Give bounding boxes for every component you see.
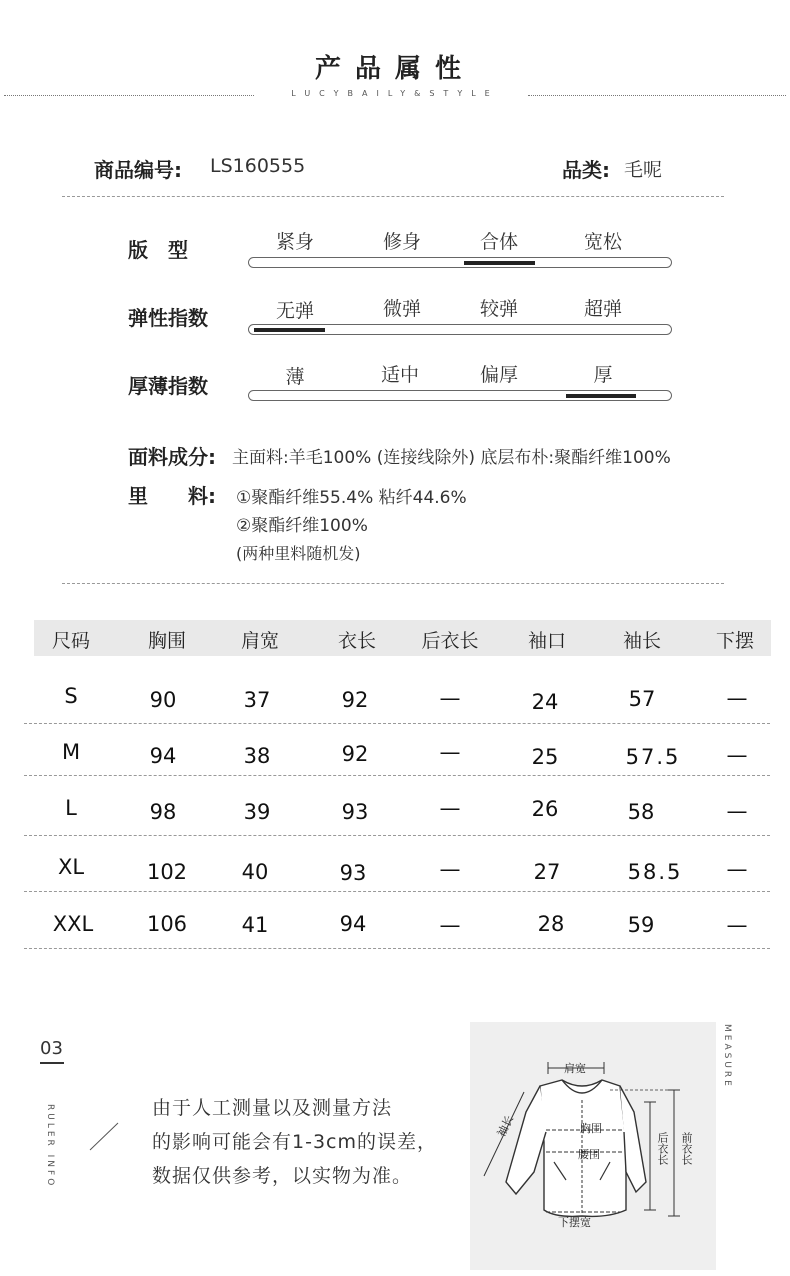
table-cell: — [439,686,461,710]
row-divider [24,775,770,776]
table-header-cell: 胸围 [147,630,186,652]
table-header-cell: 尺码 [51,630,90,652]
table-header-cell: 衣长 [337,630,376,652]
fit-option: 紧身 [275,231,314,253]
lining-note: (两种里料随机发) [236,544,361,563]
lining-value-1: ①聚酯纤维55.4% 粘纤44.6% [236,488,467,508]
thickness-option: 薄 [285,366,305,388]
table-cell: 28 [537,912,565,936]
table-cell: 41 [241,913,269,937]
product-code-value: LS160555 [210,155,306,177]
table-cell: XL [57,855,85,879]
fit-scale-indicator [464,261,535,265]
elasticity-option: 较弹 [479,298,518,320]
elasticity-label: 弹性指数 [128,306,208,330]
row-divider [24,835,770,836]
table-cell: 102 [146,860,188,884]
table-cell: — [439,740,461,764]
lining-value-2: ②聚酯纤维100% [236,516,368,536]
category-value: 毛呢 [624,159,663,181]
label-front-length: 前衣长 [680,1132,693,1165]
brand-subtitle: LUCYBAILY&STYLE [291,89,499,98]
row-divider [24,891,770,892]
thickness-option: 适中 [380,364,419,386]
ruler-info-label: RULER INFO [45,1104,55,1189]
table-cell: 57.5 [625,745,681,769]
slash-decoration [88,1120,122,1152]
table-cell: 24 [531,690,559,714]
page-title: 产品属性 [314,54,475,84]
table-cell: S [64,684,78,708]
table-cell: 25 [531,745,559,769]
table-cell: — [726,686,748,710]
fabric-label: 面料成分: [128,445,216,469]
measurement-diagram [470,1022,716,1270]
fabric-value: 主面料:羊毛100% (连接线除外) 底层布朴:聚酯纤维100% [232,448,671,468]
row-divider [24,948,770,949]
table-cell: — [439,913,461,937]
table-cell: 98 [149,800,177,824]
table-cell: 92 [341,742,369,766]
label-chest: 胸围 [580,1122,602,1135]
elasticity-option: 无弹 [275,300,314,322]
table-header-cell: 肩宽 [240,630,279,652]
fit-option: 修身 [382,231,421,253]
category-label: 品类: [562,158,610,182]
table-cell: 57 [628,687,656,711]
thickness-label: 厚薄指数 [128,374,208,398]
measure-note-line: 由于人工测量以及测量方法 [152,1097,393,1119]
elasticity-scale-indicator [254,328,325,332]
label-waist: 腰围 [578,1148,600,1161]
section-number: 03 [40,1038,63,1059]
table-header-cell: 袖口 [527,630,566,652]
label-hem: 下摆宽 [558,1216,591,1229]
fit-label: 版 型 [128,238,188,262]
table-cell: 93 [341,800,369,824]
fit-option: 合体 [479,231,518,253]
divider [62,196,724,197]
label-shoulder: 肩宽 [564,1062,586,1075]
elasticity-option: 超弹 [583,298,622,320]
table-header-cell: 后衣长 [421,630,479,652]
table-header-cell: 下摆 [715,630,754,652]
table-cell: 94 [149,744,177,768]
thickness-option: 厚 [593,364,613,386]
table-cell: 40 [241,860,269,884]
elasticity-option: 微弹 [382,298,421,320]
table-cell: XXL [52,912,94,936]
divider [528,95,786,96]
table-cell: 106 [146,912,188,936]
table-cell: 93 [339,861,367,885]
table-cell: 58.5 [627,860,683,884]
table-cell: 59 [627,913,655,937]
table-cell: M [61,740,81,764]
table-cell: — [726,857,748,881]
fit-scale-track [248,257,672,268]
divider [62,583,724,584]
measure-note-line: 的影响可能会有1-3cm的误差， [152,1131,437,1153]
table-cell: 38 [243,744,271,768]
fit-option: 宽松 [583,231,622,253]
label-sleeve: 袖长 [494,1113,517,1139]
table-cell: 26 [531,797,559,821]
measure-note-line: 数据仅供参考，以实物为准。 [152,1165,413,1187]
table-cell: L [65,796,77,820]
thickness-option: 偏厚 [479,364,518,386]
lining-label: 里 料: [128,484,216,508]
table-cell: 37 [243,688,271,712]
table-cell: 92 [341,688,369,712]
table-cell: — [726,743,748,767]
table-cell: — [726,799,748,823]
table-header-cell: 袖长 [622,630,661,652]
table-cell: 39 [243,800,271,824]
label-back-length: 后衣长 [656,1132,669,1165]
product-code-label: 商品编号: [94,158,182,182]
table-cell: — [439,796,461,820]
section-number-underline [40,1062,64,1064]
table-cell: 27 [533,860,561,884]
measure-label: MEASURE [722,1024,732,1089]
table-cell: 94 [339,912,367,936]
table-cell: 90 [149,688,177,712]
table-cell: — [439,857,461,881]
thickness-scale-indicator [566,394,636,398]
table-cell: 58 [627,800,655,824]
row-divider [24,723,770,724]
table-cell: — [726,913,748,937]
